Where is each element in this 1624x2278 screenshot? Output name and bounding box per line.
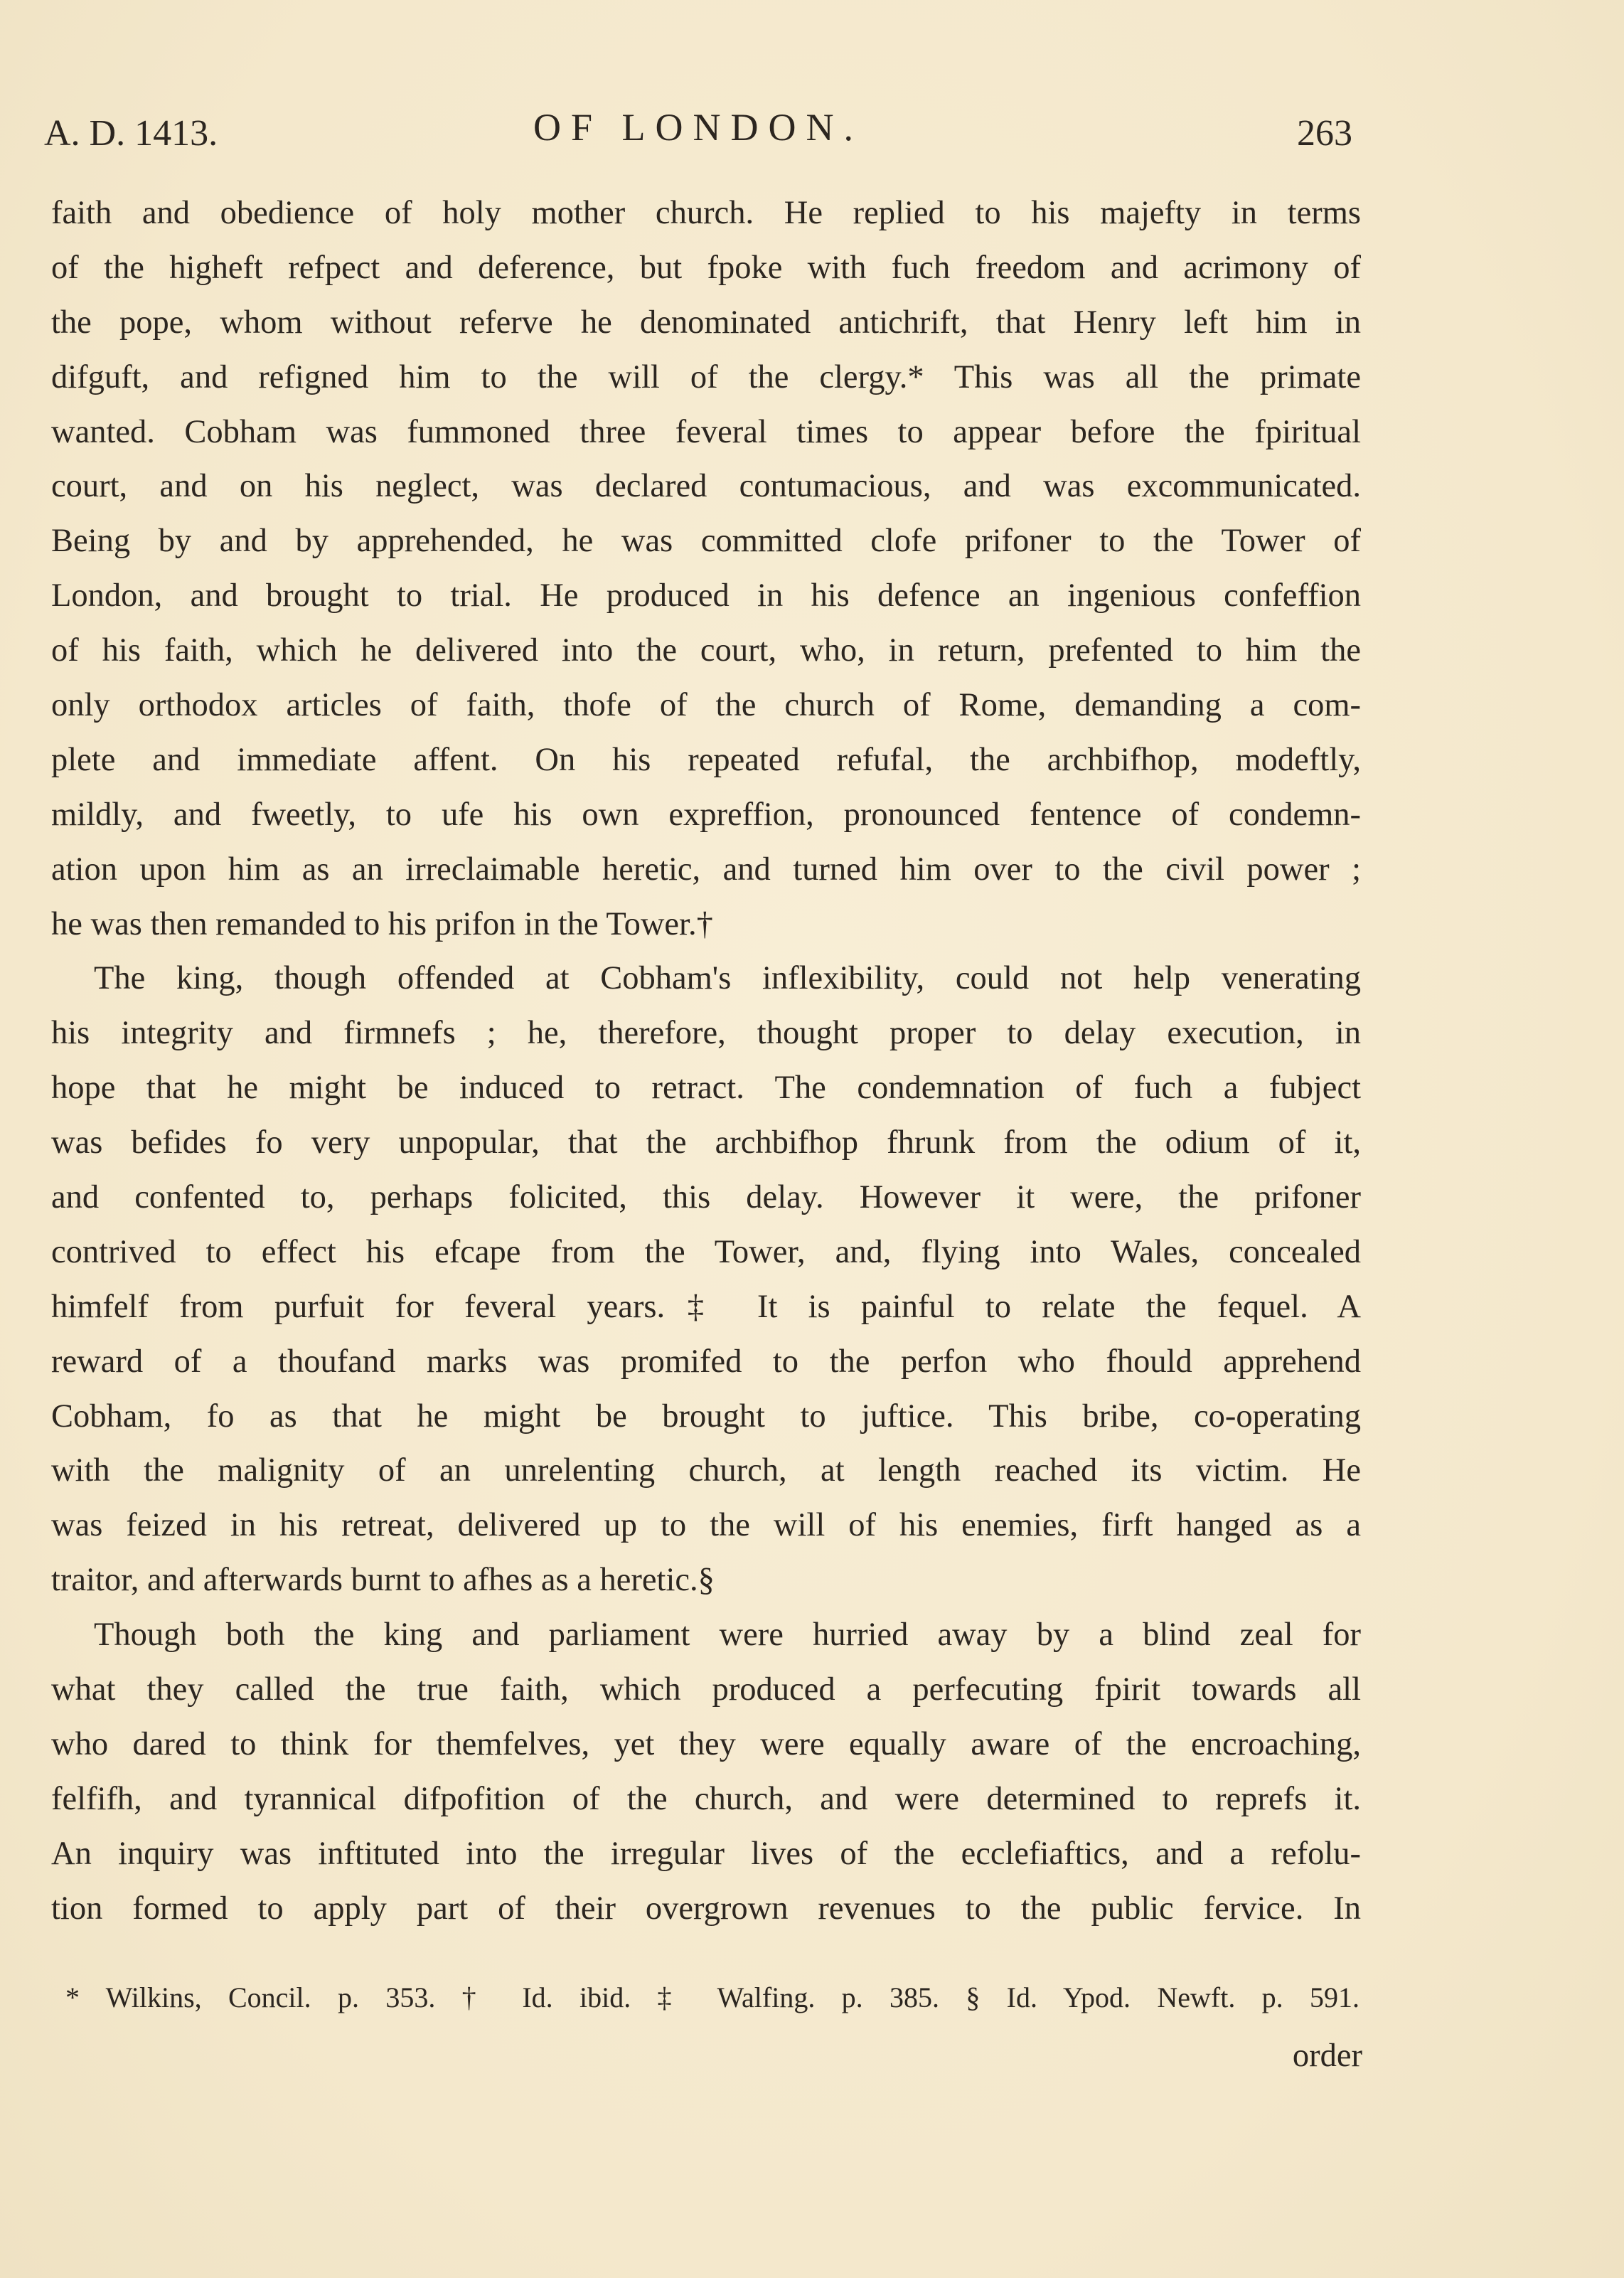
text-line: was befides fo very unpopular, that the archbifhop fhrunk from the odium of it, <box>51 1124 1361 1161</box>
body-text <box>51 186 1361 1937</box>
text-line: with the malignity of an unrelenting church, at length reached its victim. He <box>51 1452 1361 1489</box>
text-line: mildly, and fweetly, to ufe his own expreffion, pronounced fentence of condemn- <box>51 796 1361 833</box>
text-line: tion formed to apply part of their overgrown revenues to the public fervice. In <box>51 1890 1361 1927</box>
header-title: OF LONDON. <box>533 106 863 149</box>
text-line: faith and obedience of holy mother church. He replied to his majefty in terms <box>51 195 1361 231</box>
text-line: he was then remanded to his prifon in the Tower.† <box>51 905 713 942</box>
text-line: Being by and by apprehended, he was committed clofe prifoner to the Tower of <box>51 523 1361 560</box>
text-line: Cobham, fo as that he might be brought to juftice. This bribe, co-operating <box>51 1398 1361 1435</box>
text-line: wanted. Cobham was fummoned three feveral times to appear before the fpiritual <box>51 413 1361 450</box>
text-line: court, and on his neglect, was declared contumacious, and was excommunicated. <box>51 468 1361 505</box>
page-number: 263 <box>1297 113 1352 154</box>
running-header <box>44 105 1352 169</box>
text-line: An inquiry was inftituted into the irregular lives of the ecclefiaftics, and a refolu- <box>51 1835 1361 1872</box>
text-line: felfifh, and tyrannical difpofition of the church, and were determined to reprefs it. <box>51 1780 1361 1817</box>
text-line: of his faith, which he delivered into the court, who, in return, prefented to him the <box>51 632 1361 669</box>
text-line: hope that he might be induced to retract. The condemnation of fuch a fubject <box>51 1070 1361 1107</box>
text-line: Though both the king and parliament were hurried away by a blind zeal for <box>94 1617 1361 1654</box>
text-line: and confented to, perhaps folicited, this delay. However it were, the prifoner <box>51 1179 1361 1216</box>
catchword: order <box>1292 2038 1362 2074</box>
footnotes: * Wilkins, Concil. p. 353. † Id. ibid. ‡ Walfing. p. 385. § Id. Ypod. Newft. p. 591. <box>65 1981 1359 2013</box>
text-line: ation upon him as an irreclaimable heretic, and turned him over to the civil power ; <box>51 851 1361 888</box>
text-line: his integrity and firmnefs ; he, therefore, thought proper to delay execution, in <box>51 1015 1361 1052</box>
text-line: plete and immediate affent. On his repeated refufal, the archbifhop, modeftly, <box>51 741 1361 778</box>
text-line: only orthodox articles of faith, thofe of the church of Rome, demanding a com- <box>51 687 1361 724</box>
text-line: traitor, and afterwards burnt to afhes as a heretic.§ <box>51 1562 715 1599</box>
text-line: the pope, whom without referve he denominated antichrift, that Henry left him in <box>51 304 1361 341</box>
header-year: A. D. 1413. <box>44 113 218 154</box>
text-line: what they called the true faith, which produced a perfecuting fpirit towards all <box>51 1671 1361 1708</box>
text-line: The king, though offended at Cobham's inflexibility, could not help venerating <box>94 960 1361 997</box>
text-line: contrived to effect his efcape from the Tower, and, flying into Wales, concealed <box>51 1233 1361 1270</box>
text-line: of the higheft refpect and deference, but fpoke with fuch freedom and acrimony of <box>51 249 1361 286</box>
text-line: reward of a thoufand marks was promifed to the perfon who fhould apprehend <box>51 1343 1361 1380</box>
text-line: himfelf from purfuit for feveral years.‡ It is painful to relate the fequel. A <box>51 1288 1361 1325</box>
text-line: difguft, and refigned him to the will of the clergy.* This was all the primate <box>51 358 1361 395</box>
text-line: London, and brought to trial. He produced in his defence an ingenious confeffion <box>51 578 1361 614</box>
text-line: was feized in his retreat, delivered up to the will of his enemies, firft hanged as a <box>51 1507 1361 1544</box>
text-line: who dared to think for themfelves, yet they were equally aware of the encroaching, <box>51 1725 1361 1762</box>
